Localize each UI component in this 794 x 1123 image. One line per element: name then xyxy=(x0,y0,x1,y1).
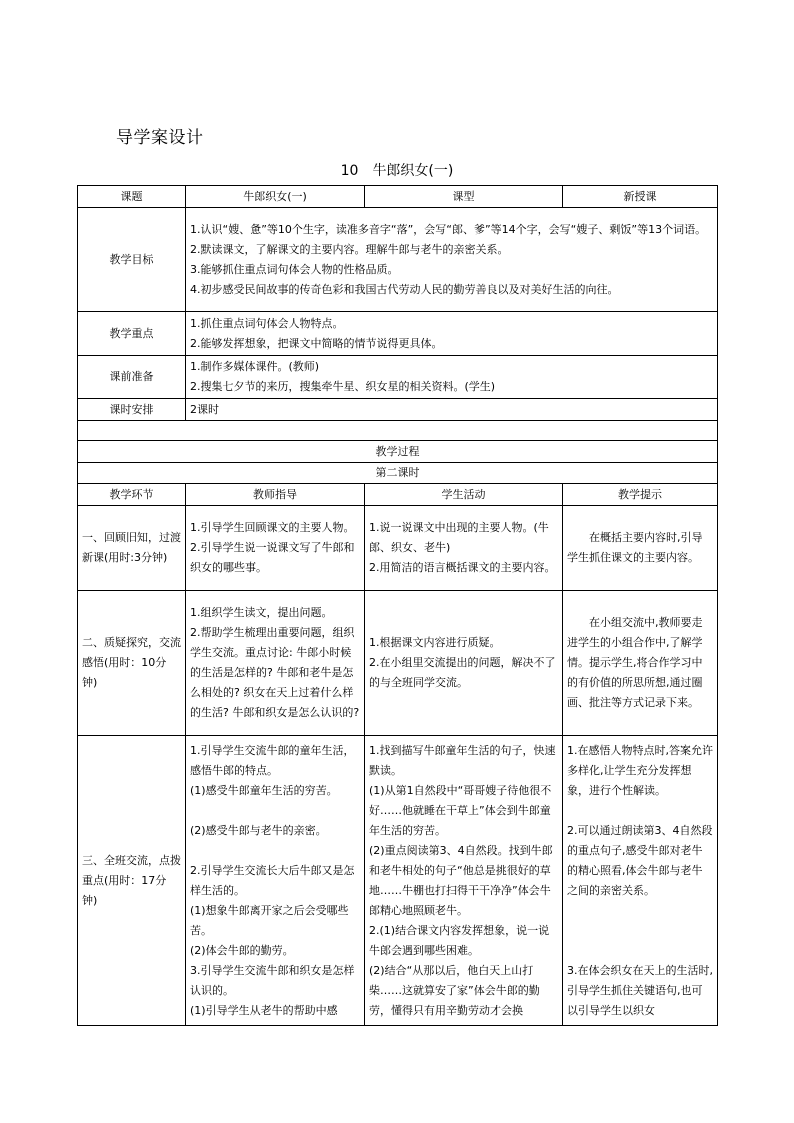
teacher-item: 3.引导学生交流牛郎和织女是怎样认识的。 xyxy=(190,963,355,997)
student-item: 2.用简洁的语言概括课文的主要内容。 xyxy=(369,561,556,574)
prep-item: 2.搜集七夕节的来历，搜集牵牛星、织女星的相关资料。(学生) xyxy=(190,380,496,393)
teacher-item: (1)想象牛郎离开家之后会受哪些苦。 xyxy=(190,903,349,937)
spacer xyxy=(567,941,713,961)
teacher-guidance xyxy=(186,506,365,591)
empty-cell xyxy=(78,421,718,441)
focus-item: 2.能够发挥想象，把课文中简略的情节说得更具体。 xyxy=(190,336,443,350)
info-row-prep xyxy=(78,356,718,399)
lesson-title xyxy=(0,160,794,180)
goal-item: 2.默读课文，了解课文的主要内容。理解牛郎与老牛的亲密关系。 xyxy=(190,242,509,256)
stage-row-3 xyxy=(78,736,718,1026)
time-value: 2课时 xyxy=(186,399,718,421)
stage-row-1 xyxy=(78,506,718,591)
column-header-teacher: 教师指导 xyxy=(186,484,365,506)
student-item: (1)从第1自然段中“哥哥嫂子待他很不好……他就睡在干草上”体会到牛郎童年生活的穷苦。 xyxy=(369,783,552,837)
teacher-item: 1.组织学生读文，提出问题。 xyxy=(190,606,333,619)
student-item: 1.根据课文内容进行质疑。 xyxy=(369,636,501,649)
lesson-plan-table xyxy=(77,185,718,1026)
goals-label: 教学目标 xyxy=(78,208,186,312)
column-header-row xyxy=(78,484,718,506)
student-activity xyxy=(365,506,563,591)
spacer xyxy=(567,921,713,941)
column-header-stage: 教学环节 xyxy=(78,484,186,506)
stage-name: 一、回顾旧知，过渡新课(用时:3分钟) xyxy=(78,506,186,591)
goal-item: 3.能够抓住重点词句体会人物的性格品质。 xyxy=(190,262,399,276)
spacer xyxy=(567,901,713,921)
teacher-item: 2.引导学生说一说课文写了牛郎和织女的哪些事。 xyxy=(190,541,355,574)
lesson-number: 10 xyxy=(340,163,359,179)
student-item: (2)结合“从那以后，他白天上山打柴……这就算安了家”体会牛郎的勤劳，懂得只有用辛勤劳动才会换 xyxy=(369,963,540,1017)
session-label: 第二课时 xyxy=(78,463,718,484)
student-item: 2.在小组里交流提出的问题，解决不了的与全班同学交流。 xyxy=(369,656,556,689)
teacher-item: (1)感受牛郎童年生活的穷苦。 xyxy=(190,783,338,797)
teacher-item: 2.帮助学生梳理出重要问题，组织学生交流。重点讨论: 牛郎小时候的生活是怎样的? 牛郎和老牛是怎么相处的? 织女在天上过着什么样的生活? 牛郎和织女是怎么认识的? xyxy=(190,626,360,719)
student-item: 1.找到描写牛郎童年生活的句子，快速默读。 xyxy=(369,743,556,777)
teacher-item: (2)感受牛郎与老牛的亲密。 xyxy=(190,823,327,837)
prep-list xyxy=(186,356,718,399)
column-header-student: 学生活动 xyxy=(365,484,563,506)
goal-item: 4.初步感受民间故事的传奇色彩和我国古代劳动人民的勤劳善良以及对美好生活的向往。 xyxy=(190,282,619,296)
student-item: 1.说一说课文中出现的主要人物。(牛郎、织女、老牛) xyxy=(369,521,549,554)
column-header-tip: 教学提示 xyxy=(563,484,718,506)
teacher-item: 2.引导学生交流长大后牛郎又是怎样生活的。 xyxy=(190,863,355,897)
teacher-item: (1)引导学生从老牛的帮助中感 xyxy=(190,1003,338,1017)
process-row xyxy=(78,441,718,463)
prep-label: 课前准备 xyxy=(78,356,186,399)
stage-row-2 xyxy=(78,591,718,736)
student-item: 2.(1)结合课文内容发挥想象，说一说牛郎会遇到哪些困难。 xyxy=(369,923,550,957)
teacher-guidance xyxy=(186,736,365,1026)
time-label: 课时安排 xyxy=(78,399,186,421)
spacer xyxy=(190,841,360,861)
stage-name: 二、质疑探究，交流感悟(用时：10分钟) xyxy=(78,591,186,736)
student-activity xyxy=(365,591,563,736)
teaching-tip xyxy=(563,591,718,736)
type-label: 课型 xyxy=(365,186,563,208)
process-label: 教学过程 xyxy=(78,441,718,463)
tip-item: 1.在感悟人物特点时,答案允许多样化,让学生充分发挥想象，进行个性解读。 xyxy=(567,743,713,797)
teaching-tip xyxy=(563,736,718,1026)
tip-item: 在概括主要内容时,引导学生抓住课文的主要内容。 xyxy=(567,531,703,564)
session-row xyxy=(78,463,718,484)
teacher-item: (2)体会牛郎的勤劳。 xyxy=(190,943,294,957)
lesson-name: 牛郎织女(一) xyxy=(372,163,454,179)
tip-item: 3.在体会织女在天上的生活时,引导学生抓住关键语句,也可以引导学生以织女 xyxy=(567,963,713,1017)
type-value: 新授课 xyxy=(563,186,718,208)
focus-item: 1.抓住重点词句体会人物特点。 xyxy=(190,316,344,330)
focus-list xyxy=(186,312,718,356)
topic-label: 课题 xyxy=(78,186,186,208)
info-row-time xyxy=(78,399,718,421)
topic-value: 牛郎织女(一) xyxy=(186,186,365,208)
stage-name: 三、全班交流，点拨重点(用时：17分钟) xyxy=(78,736,186,1026)
info-row-focus xyxy=(78,312,718,356)
goal-item: 1.认识“嫂、惫”等10个生字，读准多音字“落”，会写“郎、爹”等14个字，会写“嫂子、剩饭”等13个词语。 xyxy=(190,222,707,236)
info-row-topic xyxy=(78,186,718,208)
spacer xyxy=(190,801,360,821)
tip-item: 在小组交流中,教师要走进学生的小组合作中,了解学情。提示学生,将合作学习中的有价值的所思所想,通过圈画、批注等方式记录下来。 xyxy=(567,616,703,709)
spacer-row xyxy=(78,421,718,441)
teacher-guidance xyxy=(186,591,365,736)
prep-item: 1.制作多媒体课件。(教师) xyxy=(190,360,320,373)
info-row-goals xyxy=(78,208,718,312)
student-activity xyxy=(365,736,563,1026)
tip-item: 2.可以通过朗读第3、4自然段的重点句子,感受牛郎对老牛的精心照看,体会牛郎与老牛之间的亲密关系。 xyxy=(567,823,713,897)
spacer xyxy=(567,801,713,821)
teacher-item: 1.引导学生回顾课文的主要人物。 xyxy=(190,521,355,534)
page-heading: 导学案设计 xyxy=(116,128,204,148)
focus-label: 教学重点 xyxy=(78,312,186,356)
student-item: (2)重点阅读第3、4自然段。找到牛郎和老牛相处的句子“他总是挑很好的草地……牛棚也打扫得干干净净”体会牛郎精心地照顾老牛。 xyxy=(369,843,553,917)
teaching-tip xyxy=(563,506,718,591)
goals-list xyxy=(186,208,718,312)
teacher-item: 1.引导学生交流牛郎的童年生活，感悟牛郎的特点。 xyxy=(190,743,355,777)
